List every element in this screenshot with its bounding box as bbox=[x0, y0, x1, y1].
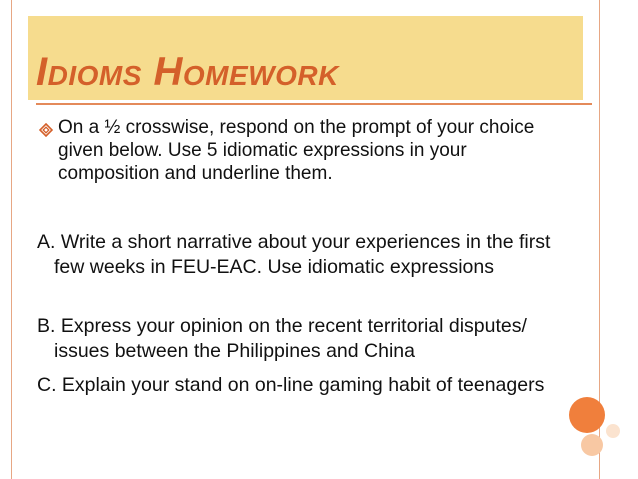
left-border-line bbox=[11, 0, 12, 479]
light-circle-decoration bbox=[606, 424, 620, 438]
peach-circle-decoration bbox=[581, 434, 603, 456]
prompt-a: A. Write a short narrative about your experiences in the first few weeks in FEU-EAC. Use idiomatic expressions bbox=[37, 231, 551, 278]
slide-title: Idioms Homework bbox=[36, 50, 339, 94]
hollow-diamond-bullet-icon bbox=[39, 123, 53, 137]
orange-circle-decoration bbox=[569, 397, 605, 433]
prompt-b: B. Express your opinion on the recent territorial disputes/ issues between the Philippines and China bbox=[37, 315, 527, 362]
bullet-instruction: On a ½ crosswise, respond on the prompt of your choice given below. Use 5 idiomatic expressions in your composition and underline them. bbox=[58, 117, 535, 184]
prompt-c: C. Explain your stand on on-line gaming habit of teenagers bbox=[37, 374, 545, 396]
title-underline bbox=[36, 103, 592, 105]
